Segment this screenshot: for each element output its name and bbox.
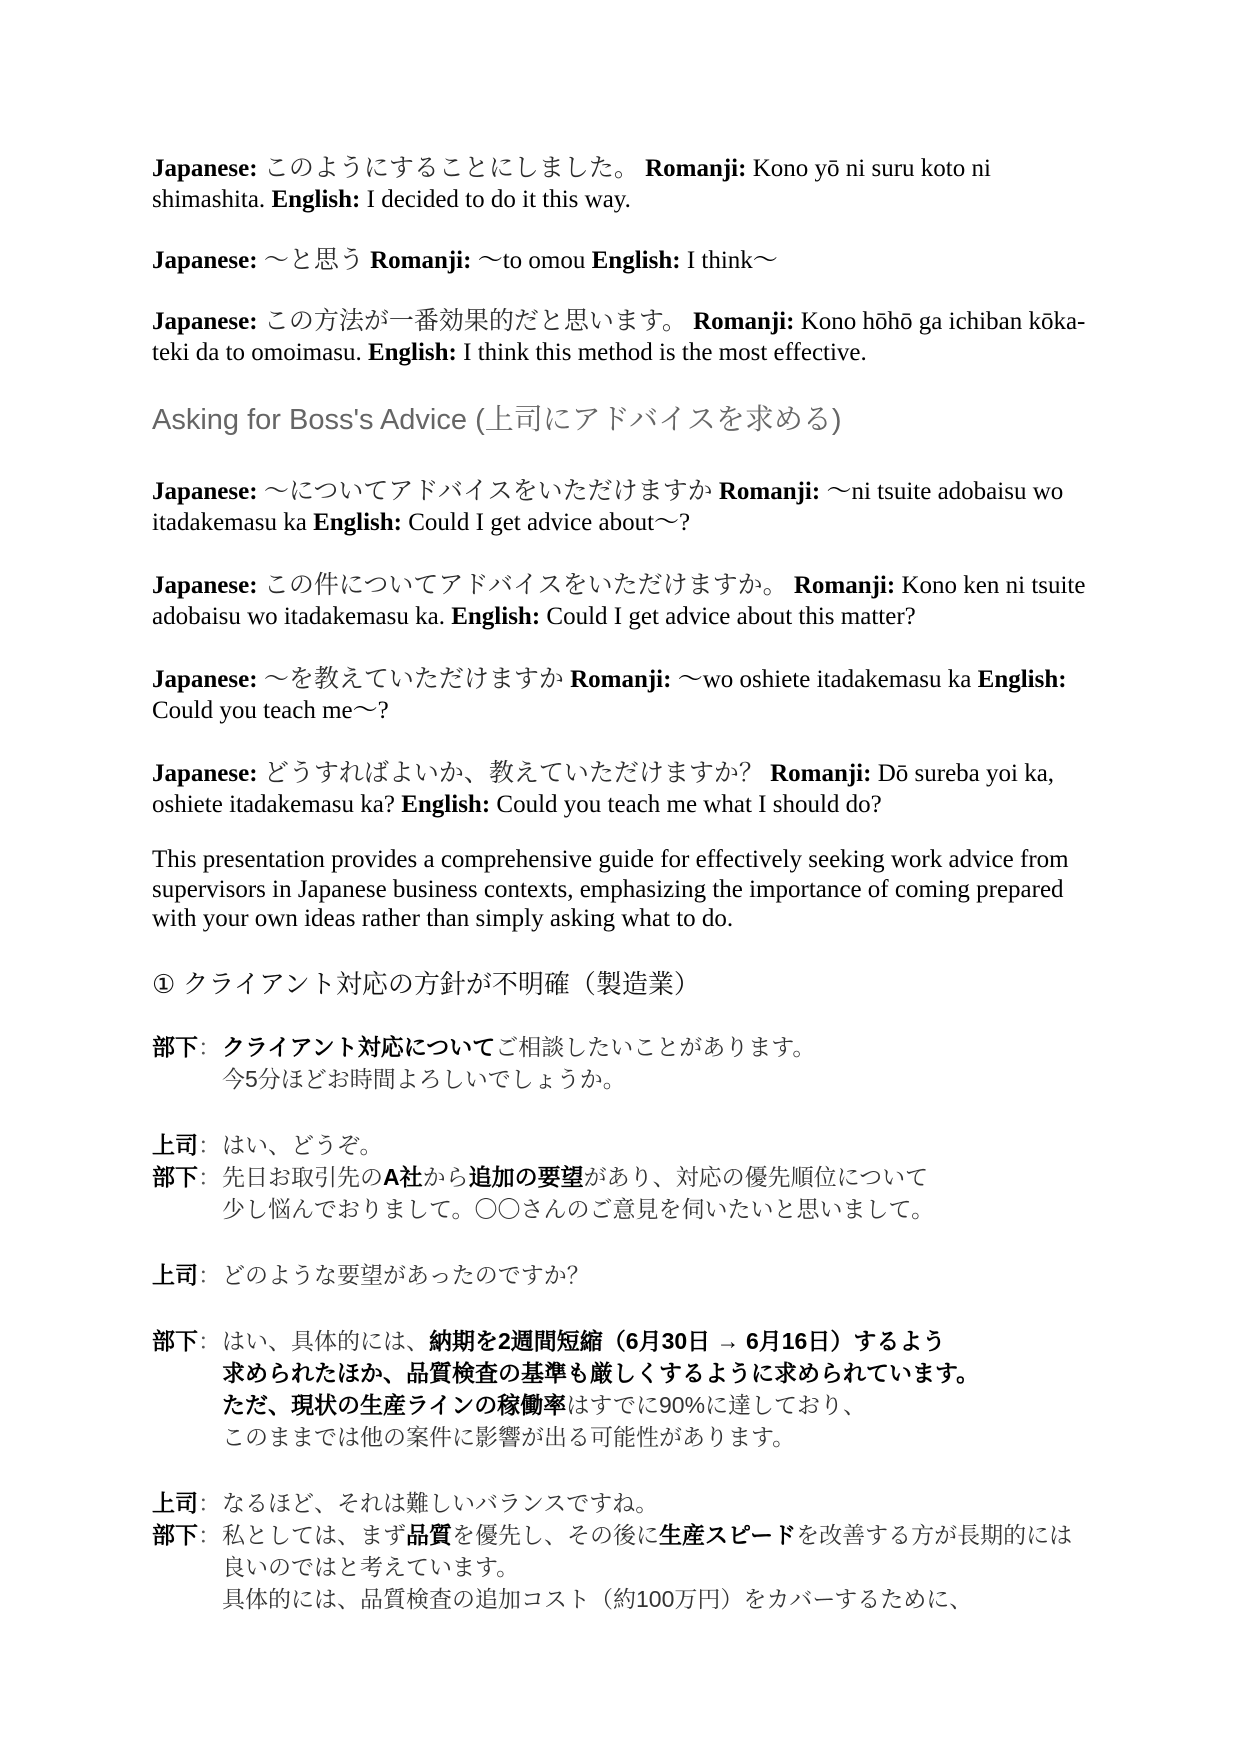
emphasis-text: A社: [383, 1163, 423, 1190]
speaker-separator: ：: [198, 1033, 221, 1060]
dialogue-lines: [222, 1031, 1095, 1095]
speaker-name: 部下: [152, 1163, 198, 1190]
emphasis-text: 品質: [406, 1521, 452, 1548]
section-heading: Asking for Boss's Advice (上司にアドバイスを求める): [152, 404, 842, 436]
speaker-label: [152, 1325, 222, 1357]
japanese-label: Japanese:: [152, 247, 258, 274]
dialogue-text: 少し悩んでおりまして。〇〇さんのご意見を伺いたいと思いまして。: [222, 1195, 935, 1222]
dialogue-turn-subordinate: [152, 1031, 1095, 1095]
english-text: Could you teach me〜?: [152, 697, 389, 724]
emphasis-text: ただ、現状の生産ラインの稼働率: [222, 1391, 567, 1418]
dialogue-group: [152, 1325, 1095, 1453]
dialogue-text: なるほど、それは難しいバランスですね。: [222, 1489, 659, 1516]
dialogue-line: [222, 1551, 1095, 1583]
dialogue-line: [222, 1325, 1095, 1357]
speaker-separator: ：: [198, 1163, 221, 1190]
dialogue-turn-subordinate: [152, 1161, 1095, 1225]
speaker-label: [152, 1161, 222, 1193]
intro-phrases: [152, 153, 1095, 368]
speaker-separator: ：: [198, 1327, 221, 1354]
dialogue-line: [222, 1063, 1095, 1095]
romanji-label: Romanji:: [770, 760, 872, 787]
japanese-text: 〜を教えていただけますか: [263, 666, 564, 693]
english-label: English:: [401, 791, 491, 818]
dialogue-group: [152, 1487, 1095, 1615]
dialogue-line: [222, 1487, 1095, 1519]
romanji-text: Kono yō ni suru koto ni shimashita.: [152, 155, 991, 213]
speaker-name: 部下: [152, 1327, 198, 1354]
english-label: English:: [591, 247, 681, 274]
phrase-entry: [152, 758, 1095, 820]
dialogue-text: があり、対応の優先順位について: [583, 1163, 929, 1190]
dialogue-line: [222, 1129, 1095, 1161]
japanese-label: Japanese:: [152, 760, 258, 787]
emphasis-text: クライアント対応について: [222, 1033, 496, 1060]
romanji-text: Kono hōhō ga ichiban kōka-teki da to omoimasu.: [152, 308, 1086, 366]
dialogue-line: [222, 1519, 1095, 1551]
romanji-text: 〜to omou: [477, 247, 586, 274]
romanji-text: Kono ken ni tsuite adobaisu wo itadakemasu ka.: [152, 572, 1086, 630]
japanese-text: この方法が一番効果的だと思います。: [263, 308, 687, 335]
dialogue-text: ご相談したいことがあります。: [495, 1033, 816, 1060]
dialogue-text: 良いのではと考えています。: [222, 1553, 520, 1580]
romanji-label: Romanji:: [693, 308, 795, 335]
japanese-label: Japanese:: [152, 666, 258, 693]
dialogue: [152, 1031, 1095, 1615]
dialogue-text: 先日お取引先の: [222, 1163, 383, 1190]
speaker-name: 部下: [152, 1521, 198, 1548]
speaker-name: 上司: [152, 1131, 198, 1158]
japanese-label: Japanese:: [152, 155, 258, 182]
romanji-label: Romanji:: [370, 247, 472, 274]
english-label: English:: [313, 509, 402, 536]
dialogue-text: 今5分ほどお時間よろしいでしょうか。: [222, 1065, 626, 1092]
phrase-entry: [152, 570, 1095, 632]
dialogue-text: から: [422, 1163, 469, 1190]
emphasis-text: 追加の要望: [468, 1163, 584, 1190]
dialogue-text: はい、どうぞ。: [222, 1131, 383, 1158]
romanji-label: Romanji:: [570, 666, 672, 693]
summary-paragraph: This presentation provides a comprehensive guide for effectively seeking work advice from supervisors in Japanese business contexts, emphasizing the importance of coming prepared with your own ideas rather than simply asking what to do.: [152, 846, 1069, 932]
speaker-label: [152, 1519, 222, 1551]
phrase-entry: [152, 306, 1095, 368]
dialogue-line: [222, 1161, 1095, 1193]
japanese-label: Japanese:: [152, 308, 258, 335]
english-text: Could I get advice about this matter?: [546, 603, 916, 630]
dialogue-turn-boss: [152, 1129, 1095, 1161]
romanji-label: Romanji:: [645, 155, 747, 182]
speaker-label: [152, 1129, 222, 1161]
dialogue-line: [222, 1193, 1095, 1225]
dialogue-line: [222, 1583, 1095, 1615]
phrase-entry: [152, 664, 1095, 726]
case-heading: ① クライアント対応の方針が不明確（製造業）: [152, 968, 700, 999]
speaker-name: 部下: [152, 1033, 198, 1060]
dialogue-group: [152, 1129, 1095, 1225]
dialogue-text: はい、具体的には、: [222, 1327, 429, 1354]
english-text: I think〜: [686, 247, 778, 274]
english-text: I decided to do it this way.: [366, 186, 631, 213]
dialogue-group: [152, 1259, 1095, 1291]
emphasis-text: 納期を2週間短縮（6月30日 → 6月16日）するよう: [429, 1327, 946, 1354]
english-text: Could I get advice about〜?: [408, 509, 691, 536]
japanese-text: このようにすることにしました。: [263, 155, 639, 182]
dialogue-lines: [222, 1519, 1095, 1615]
english-text: I think this method is the most effective.: [463, 339, 867, 366]
romanji-label: Romanji:: [793, 572, 896, 599]
dialogue-text: 私としては、まず: [222, 1521, 406, 1548]
speaker-name: 上司: [152, 1489, 198, 1516]
japanese-text: 〜についてアドバイスをいただけますか: [263, 478, 713, 505]
dialogue-text: はすでに90%に達しており、: [566, 1391, 867, 1418]
japanese-text: この件についてアドバイスをいただけますか。: [263, 572, 788, 599]
english-label: English:: [451, 603, 541, 630]
english-label: English:: [367, 339, 457, 366]
advice-phrases: [152, 476, 1095, 820]
speaker-separator: ：: [198, 1131, 221, 1158]
japanese-label: Japanese:: [152, 478, 258, 505]
dialogue-lines: [222, 1259, 1095, 1291]
emphasis-text: 求められたほか、品質検査の基準も厳しくするように求められています。: [222, 1359, 980, 1386]
speaker-name: 上司: [152, 1261, 198, 1288]
dialogue-text: 具体的には、品質検査の追加コスト（約100万円）をカバーするために、: [222, 1585, 973, 1612]
romanji-text: Dō sureba yoi ka, oshiete itadakemasu ka?: [152, 760, 1055, 818]
dialogue-line: [222, 1031, 1095, 1063]
dialogue-lines: [222, 1161, 1095, 1225]
dialogue-turn-boss: [152, 1259, 1095, 1291]
speaker-label: [152, 1259, 222, 1291]
dialogue-text: どのような要望があったのですか？: [222, 1261, 590, 1288]
dialogue-line: [222, 1389, 1095, 1421]
dialogue-turn-boss: [152, 1487, 1095, 1519]
dialogue-lines: [222, 1325, 1095, 1453]
speaker-separator: ：: [198, 1261, 221, 1288]
japanese-text: どうすればよいか、教えていただけますか？: [263, 760, 764, 787]
speaker-separator: ：: [198, 1489, 221, 1516]
speaker-separator: ：: [198, 1521, 221, 1548]
dialogue-line: [222, 1421, 1095, 1453]
emphasis-text: 生産スピード: [659, 1521, 797, 1548]
romanji-label: Romanji:: [718, 478, 821, 505]
speaker-label: [152, 1031, 222, 1063]
phrase-entry: [152, 153, 1095, 215]
dialogue-text: を優先し、その後に: [452, 1521, 659, 1548]
dialogue-lines: [222, 1129, 1095, 1161]
dialogue-group: [152, 1031, 1095, 1095]
dialogue-lines: [222, 1487, 1095, 1519]
speaker-label: [152, 1487, 222, 1519]
dialogue-text: を改善する方が長期的には: [796, 1521, 1073, 1548]
english-text: Could you teach me what I should do?: [496, 791, 882, 818]
japanese-label: Japanese:: [152, 572, 258, 599]
phrase-entry: [152, 476, 1095, 538]
romanji-text: 〜ni tsuite adobaisu wo itadakemasu ka: [152, 478, 1064, 536]
dialogue-turn-subordinate: [152, 1325, 1095, 1453]
dialogue-turn-subordinate: [152, 1519, 1095, 1615]
english-label: English:: [271, 186, 361, 213]
romanji-text: 〜wo oshiete itadakemasu ka: [677, 666, 972, 693]
english-label: English:: [977, 666, 1067, 693]
japanese-text: 〜と思う: [263, 247, 364, 274]
dialogue-line: [222, 1259, 1095, 1291]
dialogue-text: このままでは他の案件に影響が出る可能性があります。: [222, 1423, 796, 1450]
phrase-entry: [152, 245, 1095, 276]
dialogue-line: [222, 1357, 1095, 1389]
